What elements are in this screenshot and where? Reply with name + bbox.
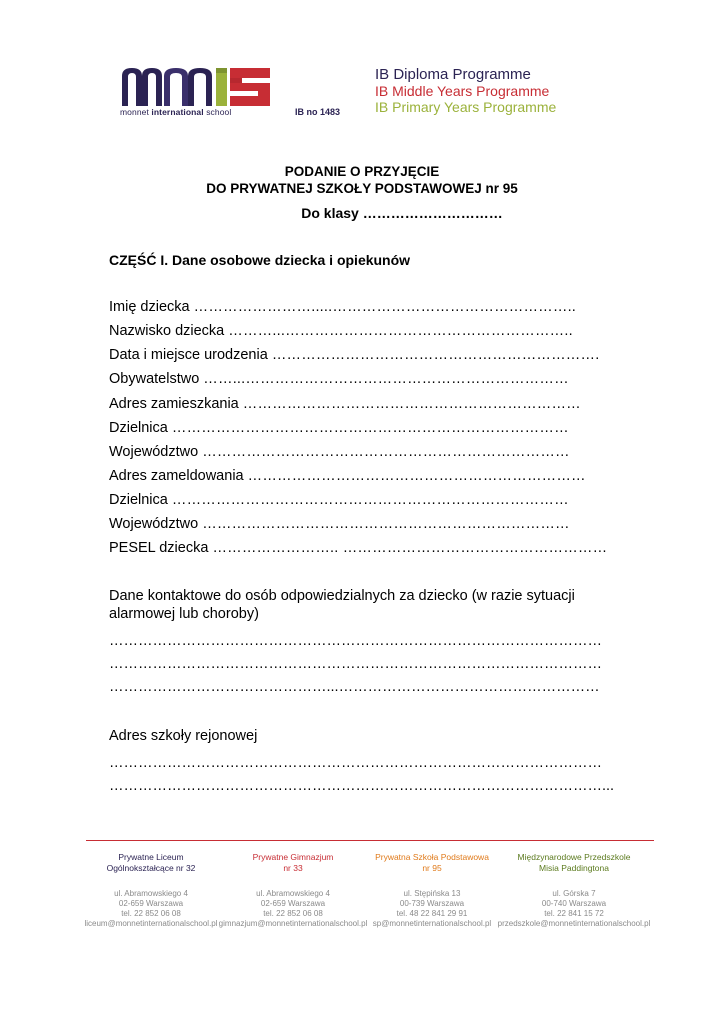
footer-city: 00-740 Warszawa <box>541 899 607 908</box>
field-residence-district <box>109 419 569 437</box>
field-citizenship <box>109 370 569 388</box>
field-registration-voivodeship <box>109 515 570 533</box>
school-name <box>120 107 231 117</box>
form-title-line-2: DO PRYWATNEJ SZKOŁY PODSTAWOWEJ nr 95 <box>206 181 518 196</box>
footer-phone: tel. 22 841 15 72 <box>544 909 604 918</box>
footer-city: 02-659 Warszawa <box>260 899 326 908</box>
field-registration-district <box>109 491 569 509</box>
footer-school-name: Prywatne Gimnazjum <box>252 852 334 862</box>
school-name-suffix: school <box>206 107 232 117</box>
field-dots: ………...………………………………………………….. <box>228 323 573 339</box>
footer-city: 00-739 Warszawa <box>399 899 465 908</box>
ib-number: IB no 1483 <box>295 107 341 117</box>
form-title-line-1: PODANIE O PRZYJĘCIE <box>284 164 440 179</box>
field-dots: ………………………………………………………………… <box>202 444 570 460</box>
field-child-last-name <box>109 322 573 340</box>
footer-school-name-2: nr 95 <box>422 862 442 873</box>
school-name-prefix: monnet <box>120 107 149 117</box>
footer-divider <box>86 840 654 841</box>
mis-logo-icon <box>120 64 275 108</box>
field-dots: …………………………………………………………. <box>271 347 600 363</box>
field-dots: …………………………………………………………… <box>242 396 581 412</box>
field-label: Nazwisko dziecka <box>109 323 225 339</box>
footer-school-name: Prywatne Liceum <box>118 852 184 862</box>
footer-phone: tel. 22 852 06 08 <box>263 909 323 918</box>
field-label: PESEL dziecka <box>109 540 209 556</box>
footer-school-name-2: Misia Paddingtona <box>539 862 609 873</box>
field-registration-address <box>109 467 586 485</box>
field-dots: …………………….. ……………………………………………… <box>212 540 608 556</box>
field-child-first-name <box>109 298 576 316</box>
footer-column-gimnazjum <box>213 852 373 929</box>
field-label: Obywatelstwo <box>109 371 200 387</box>
footer-column-preschool <box>494 852 654 929</box>
footer-email[interactable]: przedszkole@monnetinternationalschool.pl <box>497 919 651 928</box>
contacts-line-1: ………………………………………………………………………………………… <box>109 633 602 649</box>
footer-city: 02-659 Warszawa <box>118 899 184 908</box>
field-birth-date-place <box>109 346 599 364</box>
footer-street: ul. Stępińska 13 <box>403 889 461 898</box>
programme-diploma: IB Diploma Programme <box>375 66 531 83</box>
field-label: Adres zameldowania <box>109 468 244 484</box>
programme-primary-years: IB Primary Years Programme <box>375 99 557 115</box>
field-dots: ……………………………………………………………………… <box>171 492 569 508</box>
page-header <box>120 64 610 116</box>
field-label: Adres zamieszkania <box>109 396 239 412</box>
field-label: Data i miejsce urodzenia <box>109 347 268 363</box>
footer-phone: tel. 48 22 841 29 91 <box>396 909 468 918</box>
field-dots: ……...………………………………………………………… <box>203 371 569 387</box>
footer-column-primary-school <box>352 852 512 929</box>
footer-email[interactable]: gimnazjum@monnetinternationalschool.pl <box>218 919 368 928</box>
footer-street: ul. Abramowskiego 4 <box>114 889 188 898</box>
contacts-description: Dane kontaktowe do osób odpowiedzialnych za dziecko (w razie sytuacji alarmowej lub choroby) <box>109 588 575 622</box>
field-residence-address <box>109 395 581 413</box>
footer-email[interactable]: sp@monnetinternationalschool.pl <box>372 919 492 928</box>
programme-middle-years: IB Middle Years Programme <box>375 83 550 99</box>
section-heading: CZĘŚĆ I. Dane osobowe dziecka i opiekunów <box>109 252 411 268</box>
footer-school-name: Międzynarodowe Przedszkole <box>517 852 631 862</box>
footer-school-name: Prywatna Szkoła Podstawowa <box>375 852 489 862</box>
field-label: Województwo <box>109 516 199 532</box>
footer-street: ul. Abramowskiego 4 <box>256 889 330 898</box>
field-residence-voivodeship <box>109 443 570 461</box>
field-dots: ……………………………………………………………………… <box>171 420 569 436</box>
field-label: Dzielnica <box>109 492 168 508</box>
contacts-line-2: ………………………………………………………………………………………… <box>109 656 602 672</box>
footer-column-liceum <box>71 852 231 929</box>
field-dots: …………………………………………………………… <box>247 468 586 484</box>
district-school-line-1: ………………………………………………………………………………………… <box>109 755 602 771</box>
district-school-label: Adres szkoły rejonowej <box>109 728 258 744</box>
field-label: Województwo <box>109 444 199 460</box>
footer-school-name-2: nr 33 <box>283 862 303 873</box>
footer-school-name-2: Ogólnokształcące nr 32 <box>106 862 196 873</box>
field-pesel <box>109 539 607 557</box>
field-label: Dzielnica <box>109 420 168 436</box>
field-dots: ………………………………………………………………… <box>202 516 570 532</box>
class-field: Do klasy ………………………… <box>301 205 503 221</box>
school-name-bold: international <box>151 107 204 117</box>
footer-street: ul. Górska 7 <box>552 889 596 898</box>
contacts-line-3: ………………………………………...……………………………………………… <box>109 679 600 695</box>
footer-email[interactable]: liceum@monnetinternationalschool.pl <box>84 919 218 928</box>
field-label: Imię dziecka <box>109 299 190 315</box>
footer-phone: tel. 22 852 06 08 <box>121 909 181 918</box>
field-dots: …………………….....………………………………………….. <box>193 299 577 315</box>
district-school-line-2: …………………………………………………………………………………………... <box>109 778 615 794</box>
